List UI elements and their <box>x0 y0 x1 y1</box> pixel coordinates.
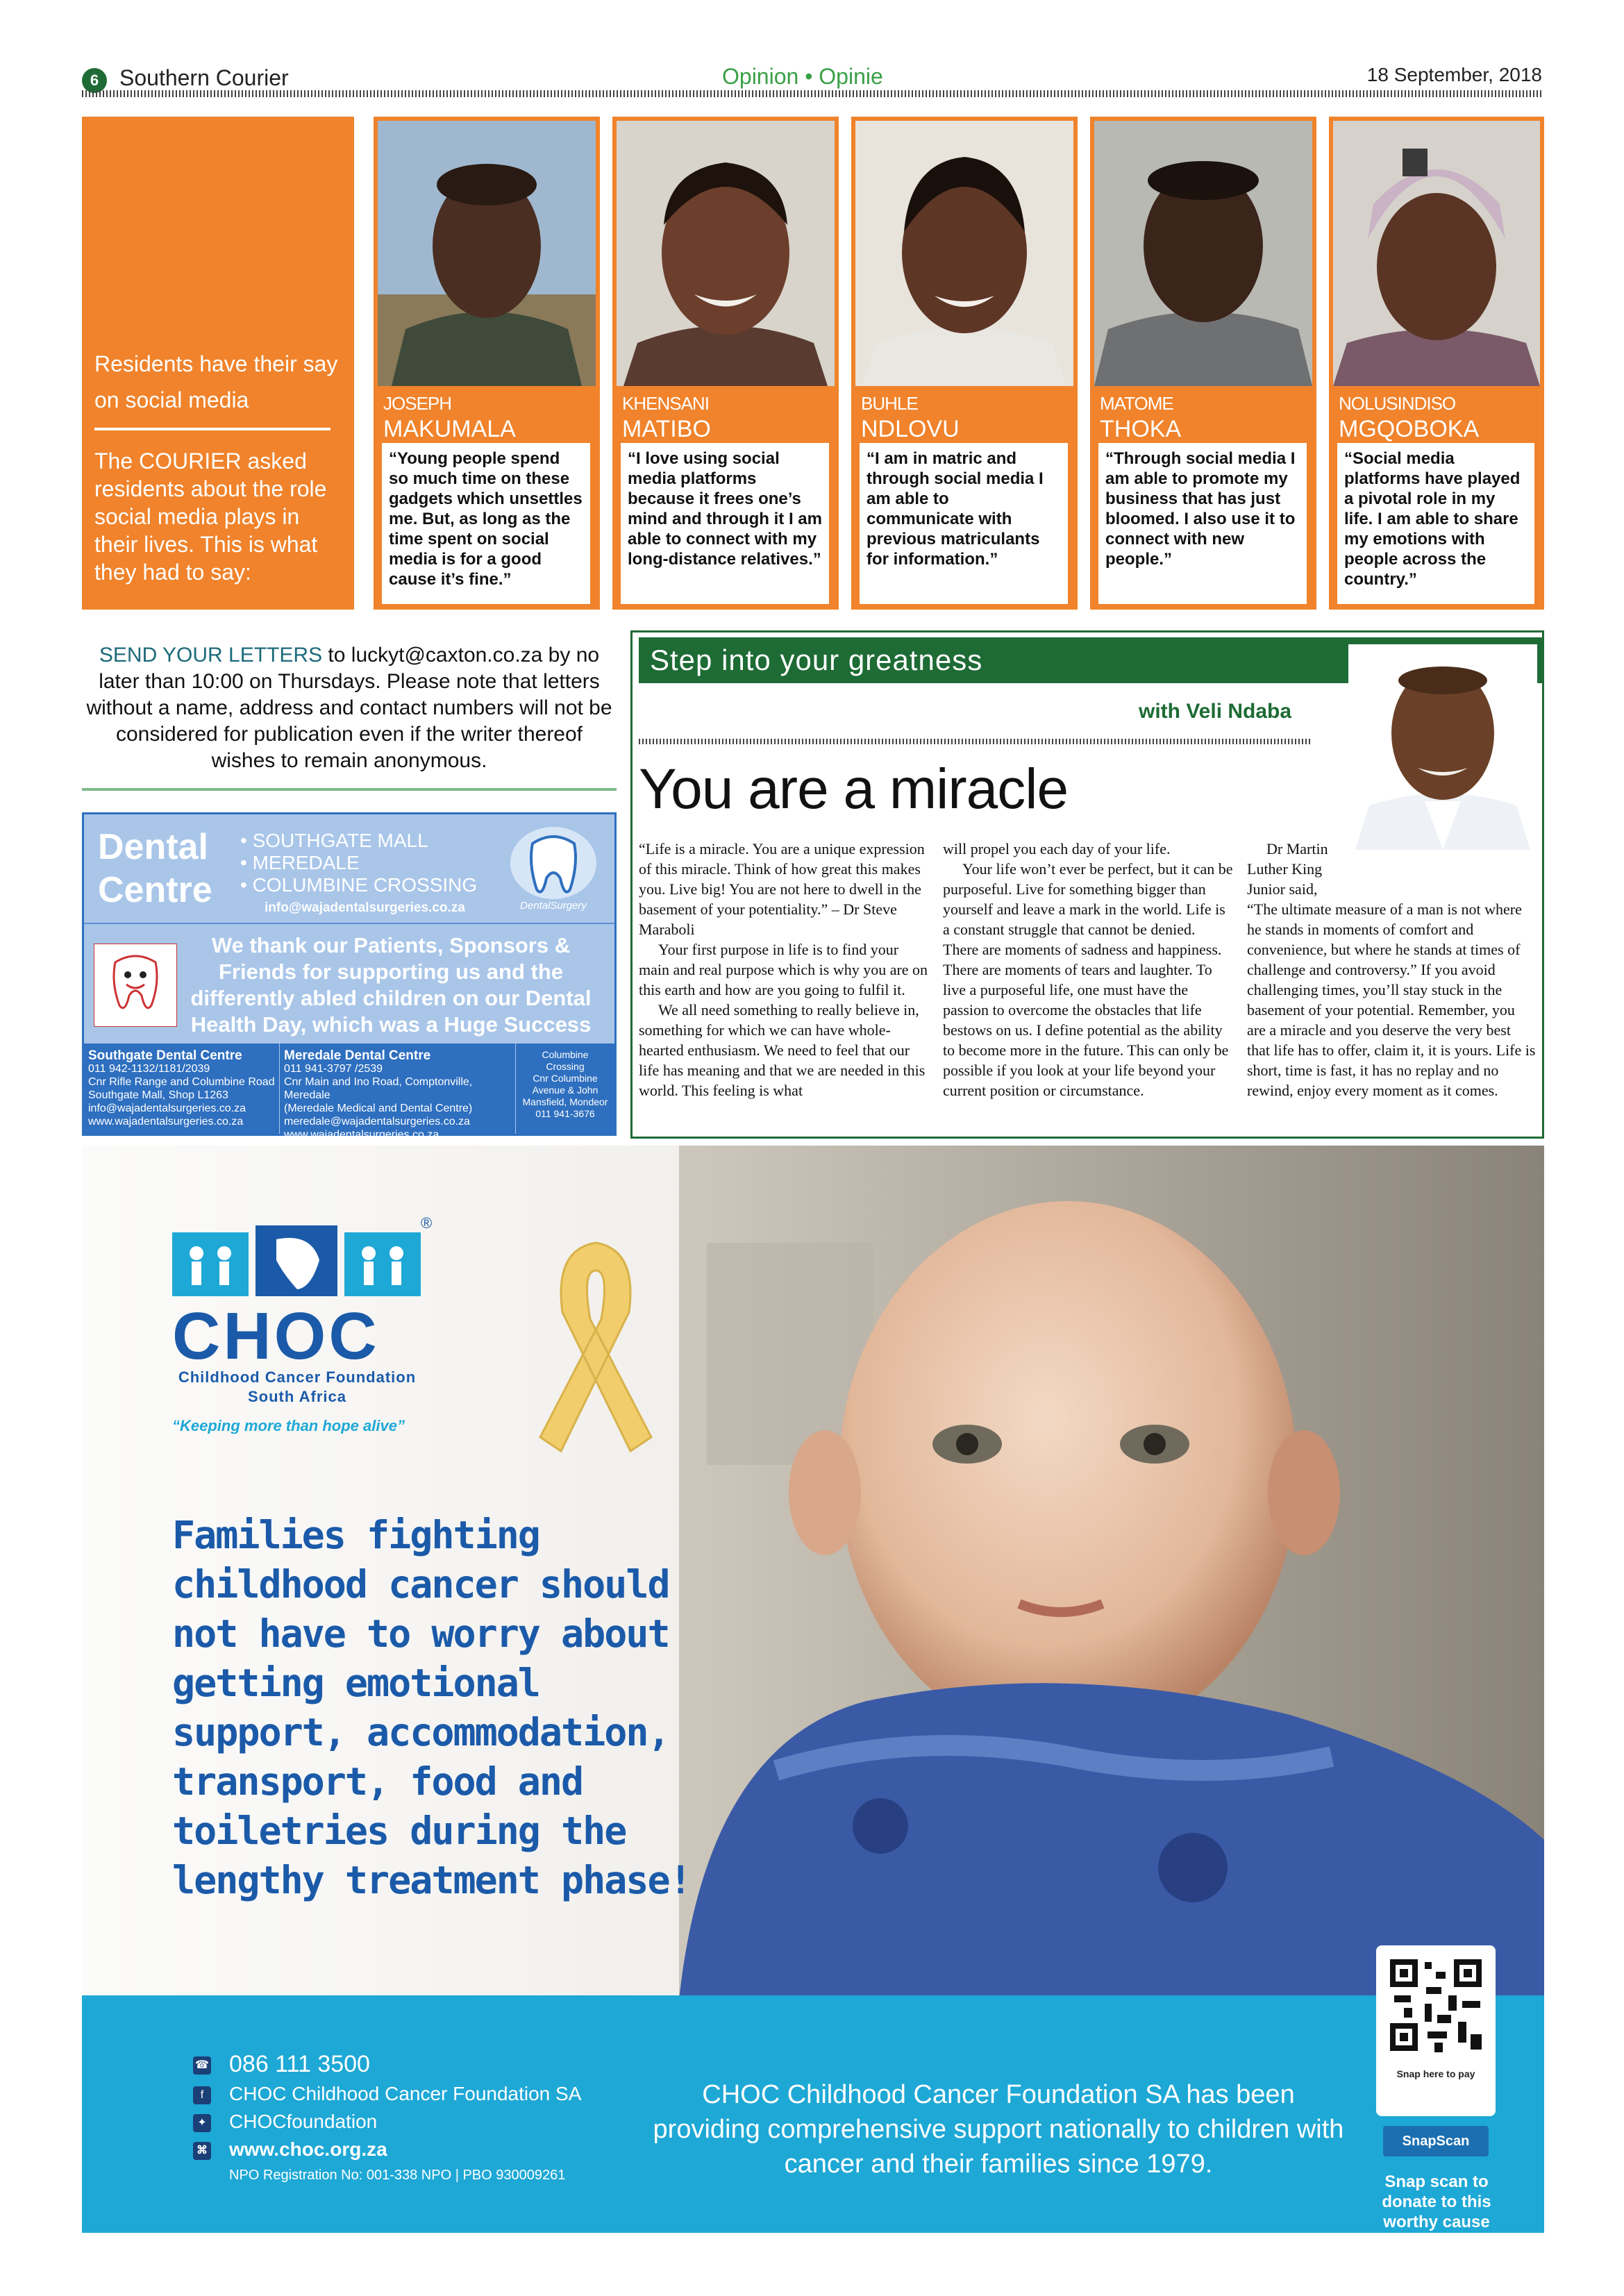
branch-line: 011 942-1132/1181/2039 <box>88 1063 210 1075</box>
person-quote: “I am in matric and through social media I am able to communicate with previous matriculants for information.” <box>860 443 1068 604</box>
dental-locations <box>240 830 477 896</box>
branch-line: Southgate Mall, Shop L1263 <box>88 1089 228 1101</box>
person-quote: “Young people spend so much time on these gadgets which unsettles me. But, as long as the time spent on social media is for a good cause it’s fine.” <box>382 443 590 604</box>
first-name: BUHLE <box>861 393 918 414</box>
person-name <box>1100 393 1181 443</box>
first-name: MATOME <box>1100 393 1173 414</box>
column-paragraph: Your first purpose in life is to find your main and real purpose which is why you are on this earth and how are you going to fulfil it. <box>639 941 928 998</box>
vox-card <box>851 117 1078 610</box>
branch-line: info@wajadentalsurgeries.co.za <box>88 1103 246 1114</box>
last-name: MATIBO <box>622 416 711 442</box>
branch-line: Cnr Main and Ino Road, Comptonville, Meredale <box>284 1076 473 1101</box>
vox-card <box>374 117 600 610</box>
choc-facebook-row <box>193 2083 581 2105</box>
branch-line: Mansfield, Mondeor <box>522 1096 608 1107</box>
vox-card <box>1329 117 1544 610</box>
dental-title <box>98 826 212 912</box>
branch-line: 011 941-3797 /2539 <box>284 1063 383 1075</box>
choc-slogan: Families fighting childhood cancer should not have to worry about getting emotional support, accommodation, transport, food and toiletries during the lengthy treatment phase! <box>172 1513 691 1902</box>
facebook-icon: f <box>193 2086 211 2104</box>
column-paragraph: will propel you each day of your life. <box>943 840 1171 857</box>
column-paragraph: “The ultimate measure of a man is not where he stands in moments of comfort and convenience, but where he stands at times of challenge and controversy.” If you avoid challenging times, you’ll stay stuck in the basement of your potential. Remember, you are a miracle and you deserve the very best that life has to offer, claim it, it is yours. Life is short, time is fast, it has no replay and no rewind, enjoy every moment as it comes. <box>1247 900 1536 1099</box>
choc-phone-row <box>193 2051 370 2078</box>
dental-branch <box>84 1044 280 1134</box>
branch-line: meredale@wajadentalsurgeries.co.za <box>284 1116 470 1128</box>
column-text-col1 <box>639 839 929 1100</box>
choc-footer <box>82 1995 1544 2233</box>
column-paragraph: We all need something to really believe in, something for which we can have whole-hearted enthusiasm. We need to feel that our life has meaning and that we are needed in this world. This feeling is what <box>639 1001 926 1099</box>
phone-icon: ☎ <box>193 2056 211 2075</box>
branch-line: Cnr Columbine <box>533 1073 598 1084</box>
snapscan-text: Snap scan to donate to this worthy cause <box>1382 2172 1491 2231</box>
vox-pop-intro-text: The COURIER asked residents about the role social media plays in their lives. This is what they had to say: <box>94 449 327 585</box>
last-name: THOKA <box>1100 416 1182 442</box>
column-title: You are a miracle <box>639 757 1069 821</box>
letters-notice <box>82 642 617 774</box>
dental-title-line1: Dental <box>98 827 208 867</box>
link-icon: ⌘ <box>193 2142 211 2160</box>
vox-pop-intro <box>82 117 354 610</box>
choc-twitter-row <box>193 2111 377 2133</box>
branch-line: www.wajadentalsurgeries.co.za <box>284 1129 440 1141</box>
person-name <box>861 393 960 443</box>
column-rule <box>639 739 1312 744</box>
section-name: Opinion • Opinie <box>722 64 883 89</box>
choc-facebook: CHOC Childhood Cancer Foundation SA <box>229 2083 582 2104</box>
portrait-photo <box>378 121 596 386</box>
snapscan-button[interactable]: SnapScan <box>1383 2126 1489 2156</box>
dental-branches <box>84 1044 614 1141</box>
first-name: NOLUSINDISO <box>1339 393 1456 414</box>
last-name: MAKUMALA <box>383 416 516 442</box>
person-name <box>1339 393 1479 443</box>
tooth-logo-icon <box>505 823 602 913</box>
qr-caption: Snap here to pay <box>1396 2068 1475 2079</box>
first-name: KHENSANI <box>622 393 709 414</box>
dental-location: • SOUTHGATE MALL <box>240 830 428 851</box>
dental-branch <box>516 1044 614 1134</box>
column-paragraph: “Life is a miracle. You are a unique expression of this miracle. Think of how great this makes you. Live big! You are not here to dwell in the basement of your potentiality.” – Dr Steve Maraboli <box>639 840 925 938</box>
page-number: 6 <box>82 68 107 93</box>
svg-text:®: ® <box>421 1214 433 1232</box>
letters-rule <box>82 788 617 791</box>
choc-logo-text: CHOC <box>172 1299 380 1373</box>
branch-name: Southgate Dental Centre <box>88 1048 242 1063</box>
dental-message: We thank our Patients, Sponsors & Friends for supporting us and the differently abled children on our Dental Health Day, which was a Huge Success <box>190 933 592 1037</box>
first-name: JOSEPH <box>383 393 452 414</box>
tooth-mascot-icon <box>94 944 177 1027</box>
gold-ribbon-icon <box>526 1229 665 1458</box>
columnist-photo <box>1348 644 1537 850</box>
letters-label: SEND YOUR LETTERS <box>99 644 323 667</box>
vox-pop-divider <box>94 428 330 430</box>
dental-location: • MEREDALE <box>240 852 360 873</box>
branch-line: www.wajadentalsurgeries.co.za <box>88 1116 244 1128</box>
choc-country: South Africa <box>248 1388 346 1405</box>
dental-title-line2: Centre <box>98 870 212 910</box>
branch-name: Meredale Dental Centre <box>284 1048 431 1063</box>
person-name <box>622 393 711 443</box>
column-text-col3 <box>1247 839 1537 1100</box>
issue-date: 18 September, 2018 <box>1366 64 1542 85</box>
header-rule <box>82 90 1542 97</box>
branch-line: Crossing <box>546 1061 585 1072</box>
portrait-photo <box>1333 121 1540 386</box>
dental-branch <box>280 1044 516 1141</box>
branch-line: (Meredale Medical and Dental Centre) <box>284 1103 473 1114</box>
letters-text: to luckyt@caxton.co.za by no later than 10:00 on Thursdays. Please note that letters without a name, address and contact numbers will not be considered for publication even if the writer thereof wishes to remain anonymous. <box>86 644 612 772</box>
person-quote: “Social media platforms have played a pivotal role in my life. I am able to share my emotions with people across the country.” <box>1337 443 1534 604</box>
portrait-photo <box>1094 121 1312 386</box>
choc-website-row <box>193 2138 387 2161</box>
choc-registration: NPO Registration No: 001-338 NPO | PBO 930009261 <box>229 2168 566 2183</box>
column-text-col2 <box>943 839 1233 1100</box>
branch-line: 011 941-3676 <box>535 1108 595 1119</box>
choc-twitter: CHOCfoundation <box>229 2111 378 2132</box>
portrait-photo <box>855 121 1073 386</box>
choc-website[interactable]: www.choc.org.za <box>229 2138 387 2160</box>
branch-line: Cnr Rifle Range and Columbine Road <box>88 1076 275 1088</box>
vox-pop-heading: Residents have their say on social media <box>94 351 338 412</box>
branch-line: Avenue & John <box>532 1084 598 1096</box>
dental-location: • COLUMBINE CROSSING <box>240 874 478 896</box>
qr-code[interactable] <box>1376 1945 1496 2116</box>
vox-card <box>1090 117 1316 610</box>
branch-line: Columbine <box>542 1049 589 1060</box>
choc-logo <box>172 1212 436 1434</box>
person-name <box>383 393 516 443</box>
twitter-icon: ✦ <box>193 2114 211 2132</box>
column-header: Step into your greatness <box>639 637 1543 683</box>
dental-logo-label: DentalSurgery <box>520 900 587 912</box>
last-name: NDLOVU <box>861 416 960 442</box>
choc-foundation-name: Childhood Cancer Foundation <box>178 1368 417 1386</box>
choc-phone: 086 111 3500 <box>229 2051 370 2077</box>
person-quote: “I love using social media platforms because it frees one’s mind and through it I am able to connect with my long-distance relatives.” <box>621 443 829 604</box>
choc-tagline: “Keeping more than hope alive” <box>172 1417 405 1434</box>
column-paragraph: Your life won’t ever be perfect, but it can be purposeful. Live for something bigger than yourself and leave a mark in the world. Life is a constant struggle that cannot be denied. There are moments of sadness and happiness. There are moments of tears and laughter. To live a purposeful life, one must have the passion to overcome the obstacles that life bestows on us. I define potential as the ability to become more in the future. This can only be possible if you look at your life beyond your current position or circumstance. <box>943 860 1233 1099</box>
publication-name: Southern Courier <box>119 65 289 90</box>
person-quote: “Through social media I am able to promote my business that has just bloomed. I also use it to connect with new people.” <box>1098 443 1307 604</box>
portrait-photo <box>617 121 835 386</box>
column-byline: with Veli Ndaba <box>1139 700 1292 723</box>
vox-card <box>612 117 839 610</box>
dental-email: info@wajadentalsurgeries.co.za <box>265 900 465 915</box>
dental-centre-ad <box>82 812 617 1141</box>
column-paragraph: Dr Martin Luther King Junior said, <box>1247 840 1328 898</box>
choc-statement: CHOC Childhood Cancer Foundation SA has been providing comprehensive support nationally to children with cancer and their families since 1979. <box>653 2080 1344 2179</box>
dental-divider <box>84 923 614 924</box>
last-name: MGQOBOKA <box>1339 416 1480 442</box>
